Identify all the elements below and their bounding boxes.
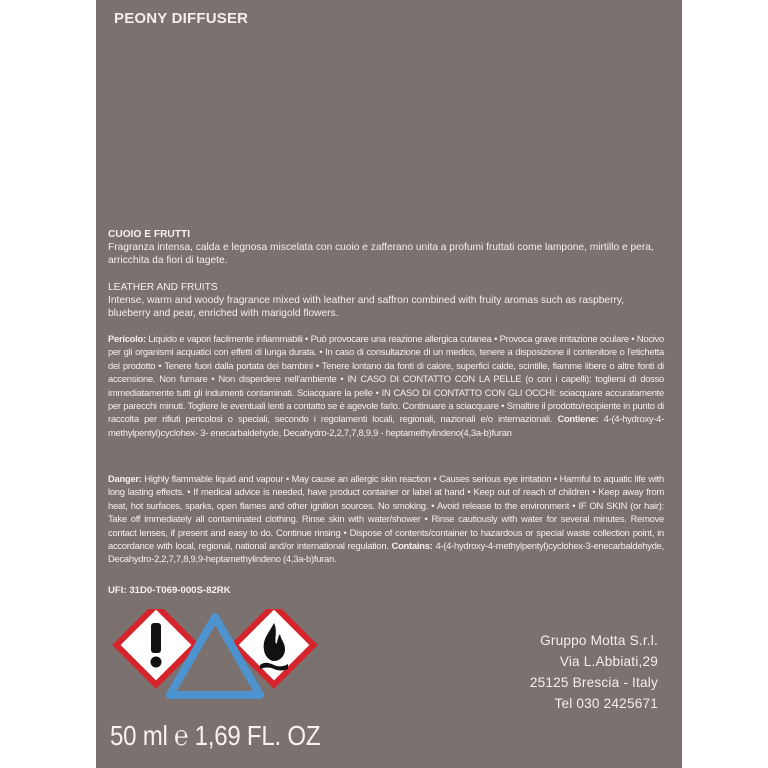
contains-text-en: 4-(4-hydroxy-4-methylpentyl)cyclohex-3-enecarbaldehyde, Decahydro-2,2,7,7,8,9,9-heptamethylindeno (4,3a-b)furan.	[108, 540, 664, 565]
company-address	[530, 630, 658, 714]
danger-label-it: Pericolo:	[108, 333, 146, 344]
ufi-code: UFI: 31D0-T069-000S-82RK	[108, 585, 231, 596]
product-volume: 50 ml ℮ 1,69 FL. OZ	[110, 720, 321, 751]
contains-text-it: 4-(4-hydroxy-4-methylpentyl)cyclohex- 3- enecarbaldehyde, Decahydro-2,2,7,7,8,9,9 - heptamethylindeno(4,3a-b)furan	[108, 413, 664, 438]
fragrance-description-en: Intense, warm and woody fragrance mixed with leather and saffron combined with fruity aromas such as raspberry, blueberry and pear, enriched with marigold flowers.	[108, 295, 625, 320]
hazard-text-en: Highly flammable liquid and vapour • May cause an allergic skin reaction • Causes serious eye irritation • Harmful to aquatic life with long lasting effects. • If medical advice is needed, have product container or label at hand • Keep out of reach of children • Keep away from heat, hot surfaces, sparks, open flames and other ignition sources. No smoking. • Avoid release to the environment • IF ON SKIN (or hair): Take off immediately all contaminated clothing. Rinse skin with water/shower • Rinse cautiously with water for several minutes. Remove contact lenses, if present and easy to do. Continue rinsing • Dispose of contents/container to hazardous or special waste collection point, in accordance with local, regional, national and/or international regulation.	[108, 473, 664, 552]
fragrance-english	[108, 281, 664, 321]
company-street: Via L.Abbiati,29	[559, 654, 658, 669]
hazard-statements-it	[108, 332, 664, 439]
fragrance-name-en: LEATHER AND FRUITS	[108, 282, 218, 293]
company-phone: Tel 030 2425671	[554, 696, 658, 711]
fragrance-name-it: CUOIO E FRUTTI	[108, 229, 191, 240]
hazard-text-it: Liquido e vapori facilmente infiammabili • Può provocare una reazione allergica cutanea • Provoca grave irritazione oculare • Nocivo per gli organismi acquatici con effetti di lunga durata. • In caso di consultazione di un medico, tenere a disposizione il contenitore o l'etichetta del prodotto • Tenere fuori dalla portata dei bambini • Tenere lontano da fonti di calore, superfici calde, scintille, fiamme libere o altre fonti di accensione. Non fumare • Non disperdere nell'ambiente • IN CASO DI CONTATTO CON LA PELLE (o con i capelli): togliersi di dosso immediatamente tutti gli indumenti contaminati. Sciacquare la pelle • IN CASO DI CONTATTO CON GLI OCCHI: sciacquare accuratamente per parecchi minuti. Togliere le eventuali lenti a contatto se è agevole farlo. Continuare a sciacquare • Smaltire il prodotto/recipiente in punto di raccolta per rifiuti pericolosi o speciali, secondo i regolamenti locali, regionali, nazionali e/o internazionali.	[108, 333, 664, 425]
company-city: 25125 Brescia - Italy	[529, 675, 658, 690]
fragrance-description-it: Fragranza intensa, calda e legnosa miscelata con cuoio e zafferano unita a profumi fruttati come lampone, mirtillo e pera, arricchita da fiori di tagete.	[108, 242, 654, 267]
danger-label-en: Danger:	[108, 473, 142, 484]
product-title: PEONY DIFFUSER	[114, 10, 249, 27]
hazard-pictograms	[110, 609, 322, 701]
company-name: Gruppo Motta S.r.l.	[540, 633, 658, 648]
hazard-statements-en	[108, 472, 664, 566]
contains-label-en: Contains:	[391, 540, 433, 552]
contains-label-it: Contiene:	[557, 413, 599, 425]
fragrance-italian	[108, 228, 664, 268]
product-label	[96, 0, 682, 768]
